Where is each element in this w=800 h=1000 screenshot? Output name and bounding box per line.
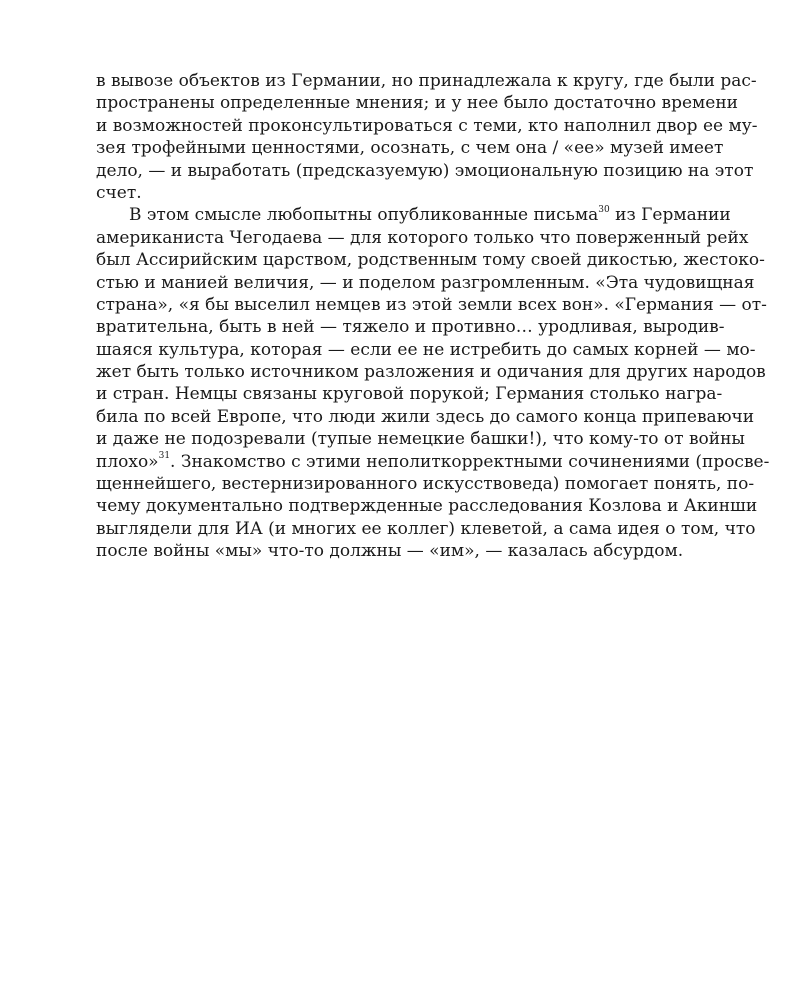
text-line: выглядели для ИА (и многих ее коллег) клеветой, а сама идея о том, что [96, 518, 756, 539]
text-line: страна», «я бы выселил немцев из этой земли всех вон». «Германия — от- [96, 294, 767, 315]
text-line: зея трофейными ценностями, осознать, с чем она / «ее» музей имеет [96, 138, 724, 159]
footnote-ref[interactable]: 30 [598, 204, 610, 215]
text-segment: из Германии [609, 205, 731, 226]
footnote-ref[interactable]: 31 [158, 450, 171, 461]
paragraph-1 [96, 70, 758, 204]
text-segment: В этом смысле любопытны опубликованные письма [129, 205, 599, 226]
page-body [96, 70, 770, 563]
text-line: чему документально подтвержденные расследования Козлова и Акинши [96, 496, 758, 517]
text-line: и даже не подозревали (тупые немецкие башки!), что кому-то от войны [96, 429, 745, 450]
text-line: дело, — и выработать (предсказуемую) эмоциональную позицию на этот [96, 160, 754, 181]
text-line: после войны «мы» что-то должны — «им», — казалась абсурдом. [96, 541, 684, 562]
text-line [96, 450, 770, 473]
text-line: шаяся культура, которая — если ее не истребить до самых корней — мо- [96, 339, 756, 360]
text-line: в вывозе объектов из Германии, но принадлежала к кругу, где были рас- [96, 71, 757, 91]
text-segment: . Знакомство с этими неполиткорректными сочинениями (просве- [170, 451, 770, 472]
text-line: стью и манией величия, — и поделом разгромленным. «Эта чудовищная [96, 272, 755, 293]
text-line: вратительна, быть в ней — тяжело и противно… уродливая, выродив- [96, 317, 725, 338]
text-segment: плохо» [96, 451, 159, 472]
paragraph-2 [96, 204, 770, 562]
text-line: счет. [96, 182, 142, 203]
text-line: американиста Чегодаева — для которого только что поверженный рейх [96, 227, 749, 248]
text-line: пространены определенные мнения; и у нее было достаточно времени [96, 93, 738, 114]
text-line: щеннейшего, вестернизированного искусствоведа) помогает понять, по- [96, 474, 755, 495]
text-line: била по всей Европе, что люди жили здесь до самого конца припеваючи [96, 406, 755, 427]
text-line: и возможностей проконсультироваться с теми, кто наполнил двор ее му- [96, 115, 758, 136]
text-line [96, 204, 731, 226]
text-line: и стран. Немцы связаны круговой порукой; Германия столько награ- [96, 384, 723, 405]
text-line: жет быть только источником разложения и одичания для других народов [96, 362, 766, 383]
text-line: был Ассирийским царством, родственным тому своей дикостью, жестоко- [96, 250, 765, 271]
